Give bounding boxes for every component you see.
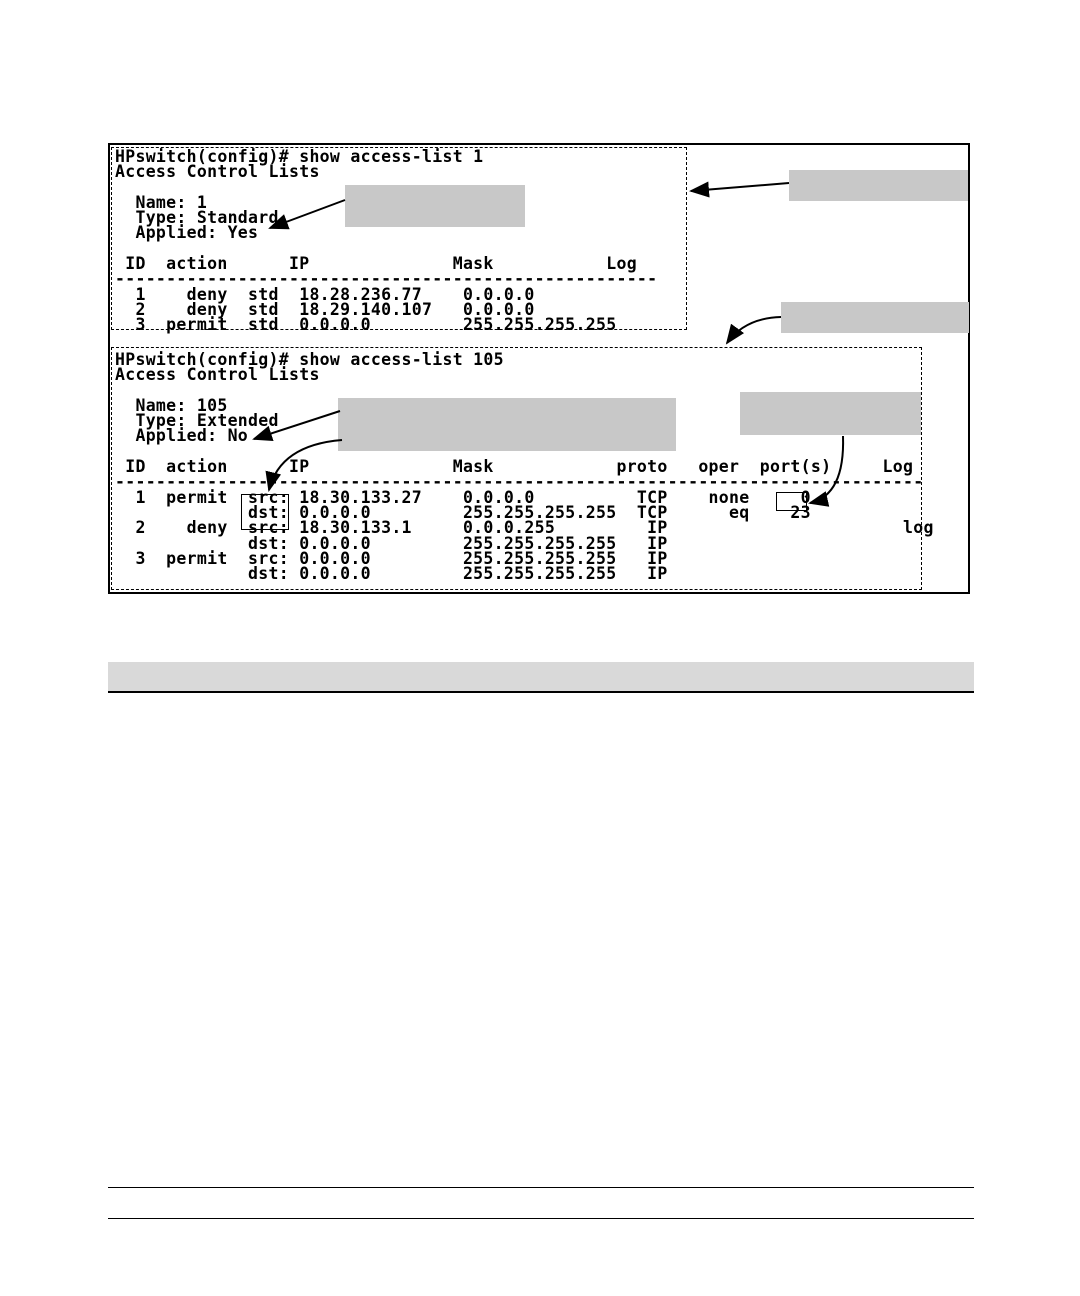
term-line: dst: 0.0.0.0 255.255.255.255 IP bbox=[115, 533, 668, 553]
term-line: Access Control Lists bbox=[115, 162, 320, 182]
term-line: dst: 0.0.0.0 255.255.255.255 IP bbox=[115, 564, 668, 584]
term-line: Applied: Yes bbox=[115, 223, 259, 243]
term-line: 2 deny std 18.29.140.107 0.0.0.0 bbox=[115, 299, 535, 319]
term-line: ID action IP Mask Log bbox=[115, 254, 637, 274]
arrow-to-applied-no bbox=[254, 411, 340, 439]
term-line: Access Control Lists bbox=[115, 365, 320, 385]
term-line: Name: 1 bbox=[115, 192, 208, 212]
term-line: Type: Extended bbox=[115, 411, 279, 431]
term-line: Applied: No bbox=[115, 426, 249, 446]
term-line: 3 permit std 0.0.0.0 255.255.255.255 bbox=[115, 315, 617, 335]
term-line: ID action IP Mask proto oper port(s) Log bbox=[115, 457, 914, 477]
term-line: HPswitch(config)# show access-list 1 bbox=[115, 147, 484, 166]
term-line: 2 deny src: 18.30.133.1 0.0.0.255 IP log bbox=[115, 518, 934, 538]
term-line: Type: Standard bbox=[115, 208, 279, 228]
term-line: 3 permit src: 0.0.0.0 255.255.255.255 IP bbox=[115, 548, 668, 568]
term-line: dst: 0.0.0.0 255.255.255.255 TCP eq 23 bbox=[115, 502, 811, 522]
footer-rule-bottom bbox=[108, 1218, 974, 1219]
arrow-to-port bbox=[810, 436, 843, 503]
footer-rule-top bbox=[108, 1187, 974, 1188]
term-line: ------------------------------------------------------------------------------- bbox=[115, 472, 924, 492]
term-line: 1 permit src: 18.30.133.27 0.0.0.0 TCP none 0 bbox=[115, 487, 811, 507]
arrow-to-applied-yes bbox=[270, 200, 345, 228]
term-line: 1 deny std 18.28.236.77 0.0.0.0 bbox=[115, 284, 535, 304]
arrow-to-region-2 bbox=[727, 317, 781, 343]
table-header bbox=[108, 662, 974, 693]
arrow-to-src-dst bbox=[269, 440, 342, 490]
term-line: HPswitch(config)# show access-list 105 bbox=[115, 350, 504, 369]
arrow-to-region-1 bbox=[691, 183, 789, 191]
term-line: Name: 105 bbox=[115, 395, 228, 415]
term-line: ----------------------------------------------------- bbox=[115, 269, 658, 289]
